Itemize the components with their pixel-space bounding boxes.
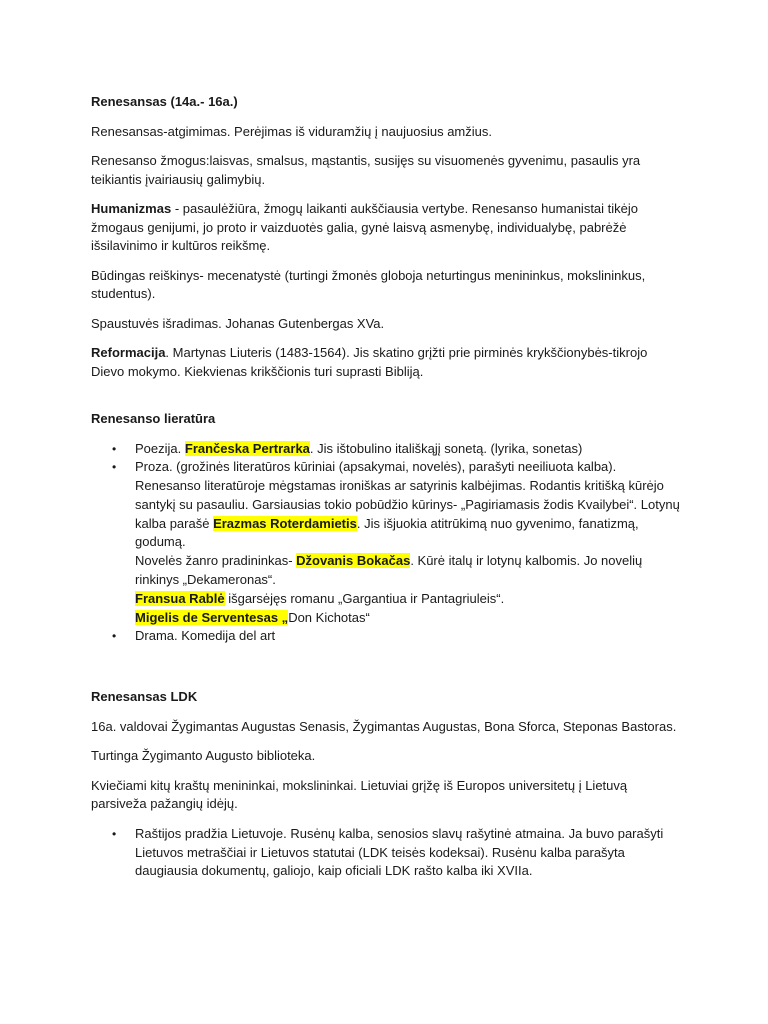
- paragraph-valdovai: 16a. valdovai Žygimantas Augustas Senasis, Žygimantas Augustas, Bona Sforca, Steponas Bastoras.: [91, 718, 677, 734]
- highlight-rable: Fransua Rablė: [135, 590, 225, 606]
- paragraph-menininkai: Kviečiami kitų kraštų menininkai, mokslininkai. Lietuviai grįžę iš Europos universitetų į Lietuvą parsiveža pažangių idėjų.: [91, 777, 628, 812]
- bullet-icon: •: [112, 629, 117, 644]
- heading-literatura: Renesanso lieratūra: [91, 411, 216, 426]
- paragraph-atgimimas: Renesansas-atgimimas. Perėjimas iš viduramžių į naujuosius amžius.: [91, 123, 492, 139]
- erazmas-text: . Jis išjuokia atitrūkimą nuo gyvenimo, fanatizmą, godumą.: [135, 515, 639, 550]
- proza-text: Proza. (grožinės literatūros kūriniai (apsakymai, novelės), parašyti neeiliuota kalba). Renesanso literatūroje mėgstamas ironiškas ar satyrinis kalbėjimas. Rodantis kritišką kūrėjo santykį su pasauliu. Garsiausias tokio pobūdžio kūrinys- „Pagiriamasis žodis Kvailybei“. Lotynų kalba parašė: [135, 459, 680, 531]
- paragraph-biblioteka: Turtinga Žygimanto Augusto biblioteka.: [91, 748, 316, 764]
- paragraph-humanizmas: [91, 200, 681, 256]
- rastija-text: Raštijos pradžia Lietuvoje. Rusėnų kalba, senosios slavų rašytinė atmaina. Ja buvo parašyti Lietuvos metraščiai ir Lietuvos statutai (LDK teisės kodeksai). Rusėnu kalba parašyta daugiausia dokumentų, galiojo, kaip oficiali LDK rašto kalba iki XVIIa.: [135, 825, 664, 879]
- humanizmas-text: - pasaulėžiūra, žmogų laikanti aukščiausia vertybe. Renesanso humanistai tikėjo žmogaus genijumi, jo proto ir vaizduotės galia, gynė laisvą asmenybę, individualybę, pabrėžė išsilavinimo ir kultūros reikšmę.: [91, 201, 639, 253]
- drama-text: Drama. Komedija del art: [135, 628, 276, 644]
- highlight-erazmas: Erazmas Roterdamietis: [213, 515, 357, 531]
- literatura-list: [91, 440, 681, 647]
- paragraph-reformacija: [91, 344, 681, 381]
- ldk-list: [91, 825, 681, 881]
- bullet-icon: •: [112, 441, 117, 456]
- highlight-bokacas: Džovanis Bokačas: [296, 553, 411, 569]
- serventesas-text: Don Kichotas“: [288, 609, 370, 625]
- heading-renesansas: Renesansas (14a.- 16a.): [91, 94, 238, 109]
- bullet-icon: •: [112, 460, 117, 475]
- list-item-drama: [91, 627, 681, 646]
- poezija-label: Poezija.: [135, 440, 185, 456]
- reformacija-text: . Martynas Liuteris (1483-1564). Jis skatino grįžti prie pirminės krykščionybės-tikrojo Dievo mokymo. Kiekvienas krikščionis turi suprasti Bibliją.: [91, 345, 648, 379]
- poezija-text: . Jis ištobulino itališkąjį sonetą. (lyrika, sonetas): [309, 440, 583, 456]
- list-item-proza: [91, 458, 681, 627]
- list-item-rastija: [91, 825, 681, 881]
- term-humanizmas: Humanizmas: [91, 201, 172, 216]
- noveles-text: Novelės žanro pradininkas-: [135, 553, 297, 569]
- term-reformacija: Reformacija: [91, 345, 166, 360]
- list-item-poezija: [91, 440, 681, 459]
- highlight-pertrarka: Frančeska Pertrarka: [184, 440, 310, 456]
- rable-text: išgarsėjęs romanu „Gargantiua ir Pantagriuleis“.: [224, 590, 505, 606]
- paragraph-mecenatyste: Būdingas reiškinys- mecenatystė (turtingi žmonės globoja neturtingus menininkus, mokslininkus, studentus).: [91, 267, 646, 301]
- bullet-icon: •: [112, 826, 117, 841]
- bokacas-text: . Kūrė italų ir lotynų kalbomis. Jo novelių rinkinys „Dekameronas“.: [135, 553, 643, 588]
- paragraph-spaustuves: Spaustuvės išradimas. Johanas Gutenbergas XVa.: [91, 315, 385, 331]
- document-body: [91, 93, 681, 881]
- highlight-serventesas: Migelis de Serventesas „: [135, 609, 289, 625]
- paragraph-zmogus: Renesanso žmogus:laisvas, smalsus, mąstantis, susijęs su visuomenės gyvenimu, pasaulis yra teikiantis įvairiausių galimybių.: [91, 153, 641, 187]
- heading-ldk: Renesansas LDK: [91, 689, 198, 705]
